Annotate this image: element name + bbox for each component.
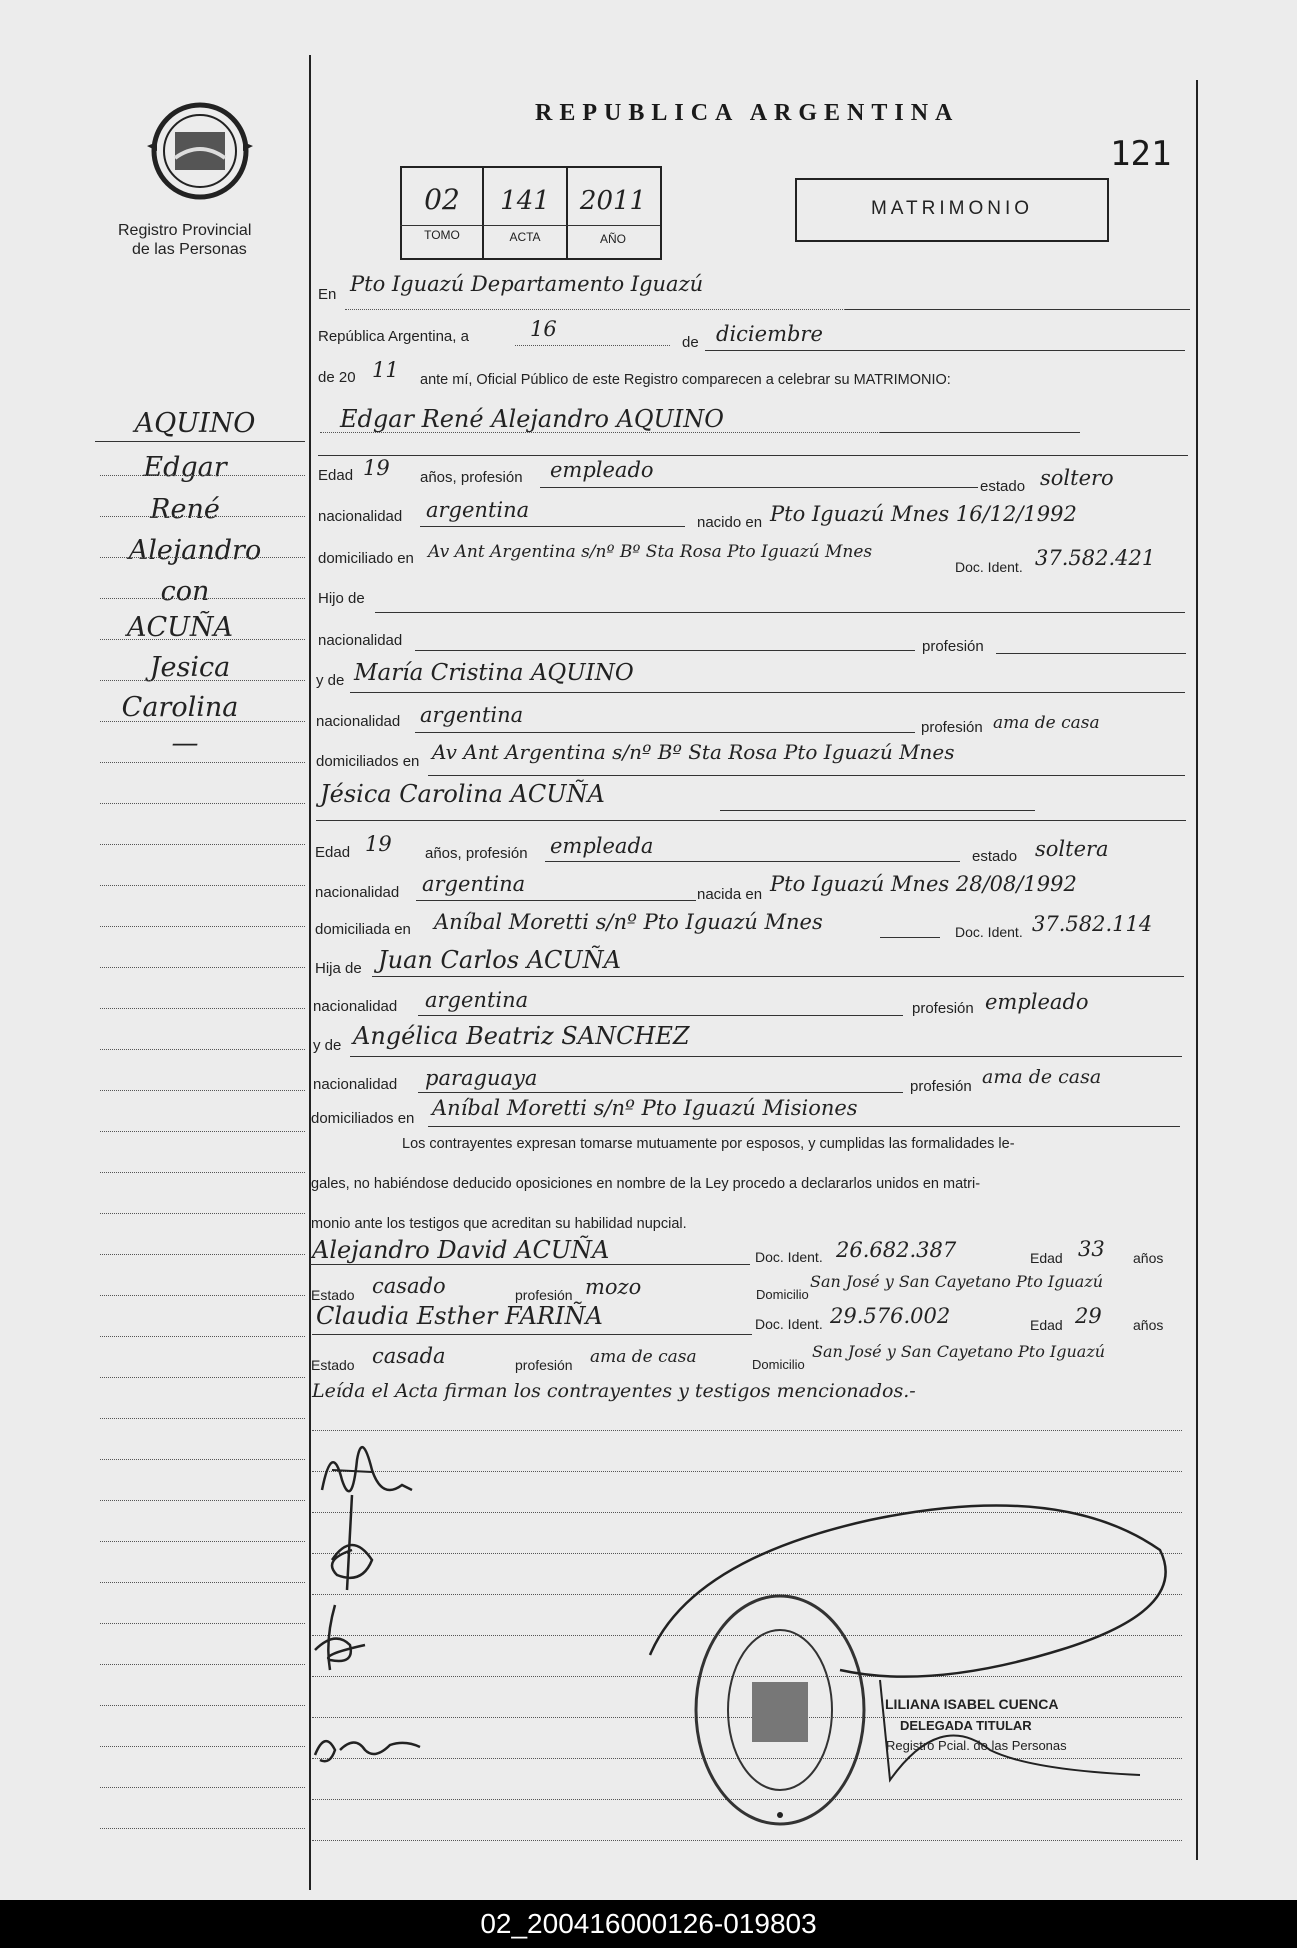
margin-dotted-line: [100, 1541, 305, 1542]
witness1-prof: mozo: [585, 1275, 642, 1299]
field-line: [418, 1092, 903, 1093]
margin-dotted-line: [100, 1582, 305, 1583]
witness1-dom-label: Domicilio: [756, 1287, 809, 1302]
witness2-anios-label: años: [1133, 1317, 1164, 1333]
tomo-label: TOMO: [424, 228, 460, 242]
witness1-edad: 33: [1078, 1237, 1105, 1261]
place-value: Pto Iguazú Departamento Iguazú: [350, 272, 704, 296]
witness1-prof-label: profesión: [515, 1287, 573, 1303]
margin-name-4: Alejandro: [128, 535, 262, 566]
field-line: [415, 732, 915, 733]
bride-mother-prof: ama de casa: [982, 1066, 1102, 1088]
field-line: [318, 455, 1188, 456]
margin-dotted-line: [100, 1787, 305, 1788]
declaration-line1: Los contrayentes expresan tomarse mutuamente por esposos, y cumplidas las formalidades le-: [402, 1136, 1015, 1152]
bride-domicilio: Aníbal Moretti s/nº Pto Iguazú Mnes: [434, 910, 823, 934]
field-line: [372, 976, 1184, 977]
margin-surname-groom: AQUINO: [134, 408, 256, 439]
signature-witness1: [305, 1600, 385, 1680]
margin-dotted-line: [100, 1623, 305, 1624]
declaration-line2: gales, no habiéndose deducido oposiciones en nombre de la Ley procedo a declararlos unidos en matri-: [311, 1176, 981, 1192]
year-prefix: de 20: [318, 369, 356, 386]
field-line: [415, 650, 915, 651]
margin-dotted-line: [100, 1172, 305, 1173]
bride-mother-nac: paraguaya: [425, 1066, 538, 1090]
en-label: En: [318, 286, 337, 303]
ante-text: ante mí, Oficial Público de este Registro comparecen a celebrar su MATRIMONIO:: [420, 372, 951, 388]
field-line: [320, 432, 880, 433]
margin-dotted-line: [100, 1131, 305, 1132]
margin-name-7: Carolina: [121, 692, 239, 723]
groom-edad-label: Edad: [318, 467, 354, 484]
witness1-domicilio: San José y San Cayetano Pto Iguazú: [810, 1272, 1104, 1291]
bride-dom-label: domiciliada en: [315, 921, 411, 938]
margin-dotted-line: [100, 516, 305, 517]
bride-father-nac-label: nacionalidad: [313, 998, 398, 1015]
year-suffix: 11: [372, 358, 399, 382]
field-line: [540, 487, 978, 488]
declaration-line3: monio ante los testigos que acreditan su habilidad nupcial.: [311, 1216, 687, 1232]
groom-profesion-label: años, profesión: [420, 469, 523, 486]
bride-hija-label: Hija de: [315, 960, 362, 977]
margin-dotted-line: [100, 926, 305, 927]
field-line: [845, 309, 1190, 310]
groom-nacido: Pto Iguazú Mnes 16/12/1992: [770, 502, 1077, 526]
signature-bride: [302, 1490, 412, 1600]
registry-name-line2: de las Personas: [132, 241, 247, 258]
groom-yde-label: y de: [316, 672, 345, 689]
field-line: [310, 1264, 750, 1265]
field-line: [345, 309, 845, 310]
bride-parents-dom-label: domiciliados en: [311, 1110, 415, 1127]
field-line: [705, 350, 1185, 351]
field-line: [880, 937, 940, 938]
republica-label: República Argentina, a: [318, 328, 469, 345]
acta-label: ACTA: [509, 230, 541, 244]
field-line: [350, 692, 1185, 693]
margin-dotted-line: [100, 721, 305, 722]
groom-edad: 19: [363, 456, 390, 480]
margin-dotted-line: [100, 1049, 305, 1050]
bride-father-nac: argentina: [425, 988, 529, 1012]
bride-yde-label: y de: [313, 1037, 342, 1054]
bride-doc-label: Doc. Ident.: [955, 924, 1023, 940]
field-line: [316, 820, 1186, 821]
margin-dash: —: [171, 728, 199, 759]
witness2-doc-label: Doc. Ident.: [755, 1316, 823, 1332]
margin-con: con: [160, 576, 210, 607]
margin-dotted-line: [100, 1008, 305, 1009]
margin-dotted-line: [100, 639, 305, 640]
field-line: [312, 1334, 752, 1335]
witness1-edad-label: Edad: [1030, 1250, 1063, 1266]
field-line: [996, 653, 1186, 654]
groom-father-nac-label: nacionalidad: [318, 632, 403, 649]
margin-dotted-line: [100, 1500, 305, 1501]
witness1-estado: casado: [372, 1274, 446, 1298]
margin-dotted-line: [100, 475, 305, 476]
bride-name: Jésica Carolina ACUÑA: [320, 780, 605, 808]
groom-mother: María Cristina AQUINO: [354, 660, 634, 686]
bride-profesion-label: años, profesión: [425, 845, 528, 862]
bride-parents-dom: Aníbal Moretti s/nº Pto Iguazú Misiones: [432, 1096, 858, 1120]
witness1-name: Alejandro David ACUÑA: [312, 1236, 610, 1264]
field-line: [428, 1126, 1180, 1127]
province-shield-logo: [145, 96, 255, 206]
witness1-doc: 26.682.387: [836, 1238, 957, 1262]
tomo-value: 02: [424, 183, 460, 216]
margin-dotted-line: [100, 844, 305, 845]
groom-hijo-label: Hijo de: [318, 590, 365, 607]
groom-dom-label: domiciliado en: [318, 550, 414, 567]
groom-nacido-label: nacido en: [697, 514, 763, 531]
groom-mother-nac-label: nacionalidad: [316, 713, 401, 730]
bride-mother: Angélica Beatriz SANCHEZ: [353, 1022, 690, 1050]
groom-doc-label: Doc. Ident.: [955, 559, 1023, 575]
file-id-footer: 02_200416000126-019803: [0, 1900, 1297, 1948]
witness2-dom-label: Domicilio: [752, 1357, 805, 1372]
margin-dotted-line: [100, 1459, 305, 1460]
margin-name-6: Jesica: [149, 652, 231, 683]
margin-dotted-line: [100, 1254, 305, 1255]
closing-statement: Leída el Acta firman los contrayentes y testigos mencionados.-: [312, 1380, 916, 1402]
signature-ruled-line: [312, 1471, 1182, 1472]
margin-dotted-line: [100, 598, 305, 599]
margin-name-2: Edgar: [143, 452, 227, 483]
margin-dotted-line: [100, 967, 305, 968]
margin-surname-bride: ACUÑA: [126, 612, 234, 643]
witness2-domicilio: San José y San Cayetano Pto Iguazú: [812, 1342, 1106, 1361]
anio-label: AÑO: [599, 232, 626, 246]
groom-doc: 37.582.421: [1035, 546, 1156, 570]
signature-ruled-line: [312, 1840, 1182, 1841]
groom-parents-dom-label: domiciliados en: [316, 753, 420, 770]
witness2-prof-label: profesión: [515, 1357, 573, 1373]
month-value: diciembre: [716, 322, 823, 346]
field-line: [418, 1015, 903, 1016]
witness2-estado-label: Estado: [311, 1357, 355, 1373]
box-divider: [400, 225, 660, 226]
witness2-estado: casada: [372, 1344, 446, 1368]
right-margin-rule: [1196, 80, 1198, 1860]
witness2-name: Claudia Esther FARIÑA: [316, 1302, 603, 1330]
margin-dotted-line: [100, 1664, 305, 1665]
field-line: [416, 900, 696, 901]
margin-name-3: René: [150, 494, 220, 525]
witness1-doc-label: Doc. Ident.: [755, 1249, 823, 1265]
margin-dotted-line: [100, 1705, 305, 1706]
page-number: 121: [1110, 134, 1172, 174]
bride-estado-label: estado: [972, 848, 1018, 865]
field-line: [350, 1056, 1182, 1057]
margin-dotted-line: [100, 803, 305, 804]
bride-nac-label: nacionalidad: [315, 884, 400, 901]
margin-dotted-line: [100, 1418, 305, 1419]
witness1-estado-label: Estado: [311, 1287, 355, 1303]
de-label: de: [682, 334, 699, 351]
bride-profesion: empleada: [550, 834, 654, 858]
groom-father-prof-label: profesión: [922, 638, 984, 655]
witness2-prof: ama de casa: [590, 1347, 697, 1367]
groom-profesion: empleado: [550, 458, 654, 482]
bride-nacionalidad: argentina: [422, 872, 526, 896]
bride-edad-label: Edad: [315, 844, 351, 861]
margin-dotted-line: [100, 1828, 305, 1829]
field-line: [428, 775, 1185, 776]
bride-nacida: Pto Iguazú Mnes 28/08/1992: [770, 872, 1077, 896]
witness2-edad: 29: [1075, 1304, 1102, 1328]
official-role: DELEGADA TITULAR: [900, 1718, 1032, 1733]
bride-father-prof-label: profesión: [912, 1000, 974, 1017]
margin-dotted-line: [100, 1213, 305, 1214]
margin-dotted-line: [100, 1295, 305, 1296]
field-line: [880, 432, 1080, 433]
margin-dotted-line: [100, 885, 305, 886]
signature-ruled-line: [312, 1430, 1182, 1431]
groom-estado: soltero: [1040, 466, 1114, 490]
bride-nacida-label: nacida en: [697, 886, 763, 903]
bride-mother-prof-label: profesión: [910, 1078, 972, 1095]
official-office: Registro Pcial. de las Personas: [886, 1738, 1067, 1753]
groom-domicilio: Av Ant Argentina s/nº Bº Sta Rosa Pto Iguazú Mnes: [428, 542, 873, 562]
bride-mother-nac-label: nacionalidad: [313, 1076, 398, 1093]
bride-father-prof: empleado: [985, 990, 1089, 1014]
bride-estado: soltera: [1035, 837, 1109, 861]
margin-dotted-line: [100, 1746, 305, 1747]
witness2-doc: 29.576.002: [830, 1304, 951, 1328]
groom-mother-prof: ama de casa: [993, 713, 1100, 733]
margin-dotted-line: [100, 762, 305, 763]
groom-name: Edgar René Alejandro AQUINO: [340, 405, 724, 433]
witness1-anios-label: años: [1133, 1250, 1164, 1266]
signature-witness2: [310, 1725, 430, 1775]
acta-value: 141: [500, 186, 550, 216]
groom-estado-label: estado: [980, 478, 1026, 495]
bride-father: Juan Carlos ACUÑA: [378, 946, 621, 974]
groom-nac-label: nacionalidad: [318, 508, 403, 525]
margin-rule: [95, 441, 305, 442]
day-value: 16: [530, 317, 557, 341]
field-line: [545, 861, 960, 862]
anio-value: 2011: [579, 186, 647, 216]
margin-dotted-line: [100, 1336, 305, 1337]
witness2-edad-label: Edad: [1030, 1317, 1063, 1333]
groom-nacionalidad: argentina: [426, 498, 530, 522]
field-line: [375, 612, 1185, 613]
margin-dotted-line: [100, 1377, 305, 1378]
groom-parents-dom: Av Ant Argentina s/nº Bº Sta Rosa Pto Iguazú Mnes: [432, 740, 955, 764]
registry-name-line1: Registro Provincial: [118, 222, 252, 239]
bride-doc: 37.582.114: [1032, 912, 1153, 936]
groom-mother-prof-label: profesión: [921, 719, 983, 736]
groom-mother-nac: argentina: [420, 703, 524, 727]
official-name: LILIANA ISABEL CUENCA: [885, 1696, 1059, 1712]
bride-edad: 19: [365, 832, 392, 856]
field-line: [515, 345, 670, 346]
margin-dotted-line: [100, 557, 305, 558]
margin-dotted-line: [100, 1090, 305, 1091]
page-title: REPUBLICA ARGENTINA: [535, 100, 960, 126]
field-line: [420, 526, 685, 527]
margin-dotted-line: [100, 680, 305, 681]
field-line: [720, 810, 1035, 811]
official-signature-loop: [630, 1480, 1170, 1810]
doc-type: MATRIMONIO: [870, 198, 1034, 219]
